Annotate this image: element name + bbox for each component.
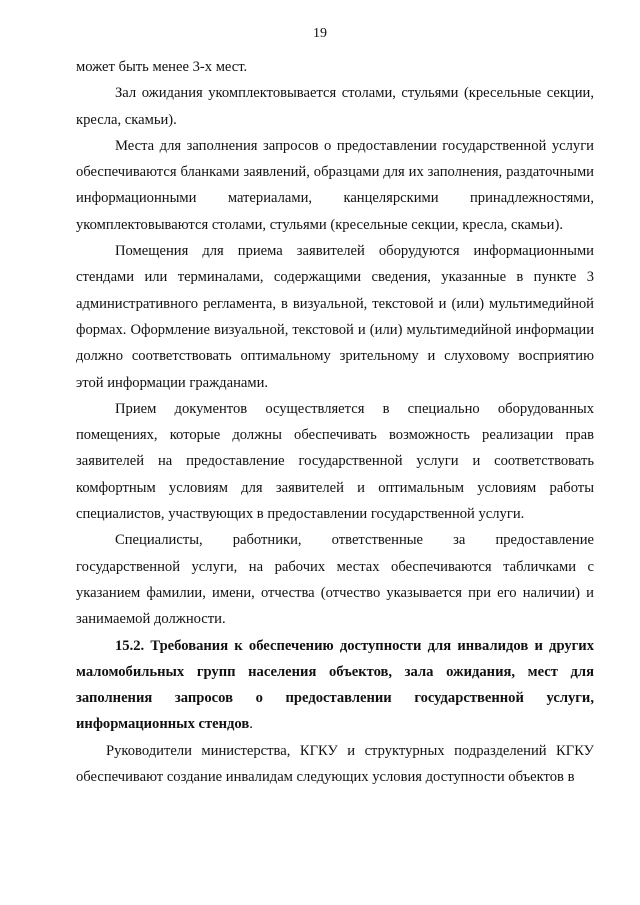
- paragraph-specialists: Специалисты, работники, ответственные за предоставление государственной услуги, на рабочих местах обеспечиваются табличками с указанием фамилии, имени, отчества (отчество указывается при его наличии) и занимаемой должности.: [76, 532, 594, 628]
- section-heading-text: 15.2. Требования к обеспечению доступности для инвалидов и других маломобильных групп населения объектов, зала ожидания, мест для заполнения запросов о предоставлении государственной услуги, информационных стендов: [76, 637, 594, 733]
- paragraph-waiting-hall: Зал ожидания укомплектовывается столами, стульями (кресельные секции, кресла, скамьи).: [76, 85, 594, 128]
- paragraph-request-places: Места для заполнения запросов о предоставлении государственной услуги обеспечиваются бланками заявлений, образцами для их заполнения, раздаточными информационными материалами, канцелярскими принадлежностями, укомплектовываются столами, стульями (кресельные секции, кресла, скамьи).: [76, 137, 594, 233]
- section-heading-period: .: [249, 716, 253, 733]
- paragraph-document-intake: Прием документов осуществляется в специально оборудованных помещениях, которые должны обеспечивать возможность реализации прав заявителей на предоставление государственной услуги и соответствовать комфортным условиям для заявителей и оптимальным условиям работы специалистов, участвующих в предоставлении государственной услуги.: [76, 400, 594, 523]
- paragraph-continuation: может быть менее 3-х мест.: [76, 59, 248, 75]
- page-number: 19: [313, 26, 327, 41]
- section-heading-15-2: [76, 633, 594, 738]
- paragraph-info-stands: Помещения для приема заявителей оборудуются информационными стендами или терминалами, содержащими сведения, указанные в пункте 3 административного регламента, в визуальной, текстовой и (или) мультимедийной формах. Оформление визуальной, текстовой и (или) мультимедийной информации должно соответствовать оптимальному зрительному и слуховому восприятию этой информации гражданами.: [76, 243, 594, 391]
- document-body: [76, 54, 594, 790]
- paragraph-managers: Руководители министерства, КГКУ и структурных подразделений КГКУ обеспечивают создание инвалидам следующих условия доступности объектов в: [76, 742, 594, 786]
